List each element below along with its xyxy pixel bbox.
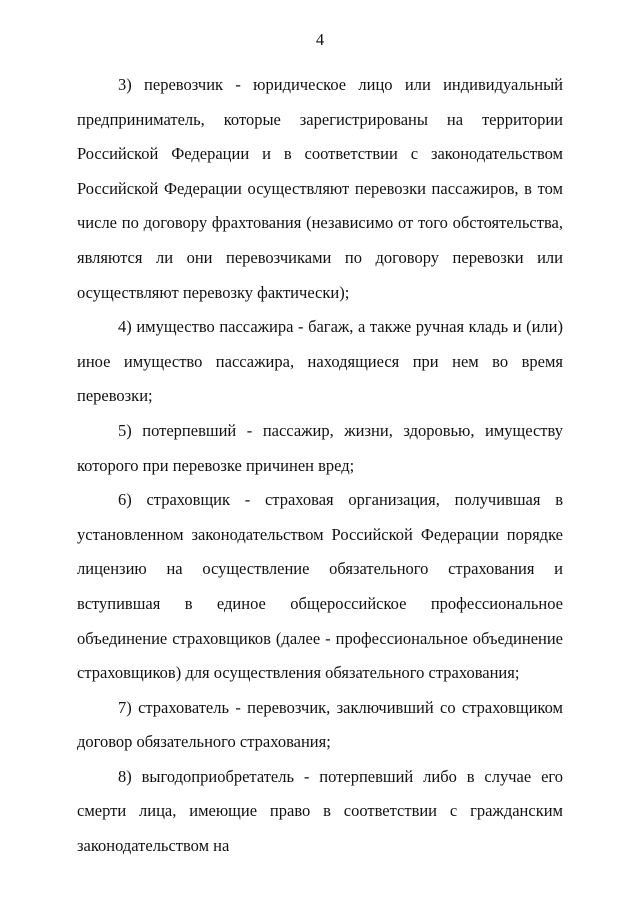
paragraph-victim-definition: 5) потерпевший - пассажир, жизни, здоровью, имуществу которого при перевозке причинен вред;	[77, 420, 563, 475]
page-number: 4	[315, 30, 325, 49]
paragraph-insurer-definition: 6) страховщик - страховая организация, получившая в установленном законодательством Российской Федерации порядке лицензию на осуществление обязательного страхования и вступившая в единое общероссийское профессиональное объединение страховщиков (далее - профессиональное объединение страховщиков) для осуществления обязательного страхования;	[77, 490, 563, 683]
document-body	[77, 68, 563, 864]
paragraph-policyholder-definition: 7) страхователь - перевозчик, заключивший со страховщиком договор обязательного страхования;	[77, 697, 563, 752]
paragraph-passenger-property-definition: 4) имущество пассажира - багаж, а также ручная кладь и (или) иное имущество пассажира, находящиеся при нем во время перевозки;	[77, 317, 563, 406]
paragraph-beneficiary-definition: 8) выгодоприобретатель - потерпевший либо в случае его смерти лица, имеющие право в соответствии с гражданским законодательством на	[77, 766, 563, 856]
paragraph-carrier-definition: 3) перевозчик - юридическое лицо или индивидуальный предприниматель, которые зарегистрированы на территории Российской Федерации и в соответствии с законодательством Российской Федерации осуществляют перевозки пассажиров, в том числе по договору фрахтования (независимо от того обстоятельства, являются ли они перевозчиками по договору перевозки или осуществляют перевозку фактически);	[77, 75, 563, 302]
